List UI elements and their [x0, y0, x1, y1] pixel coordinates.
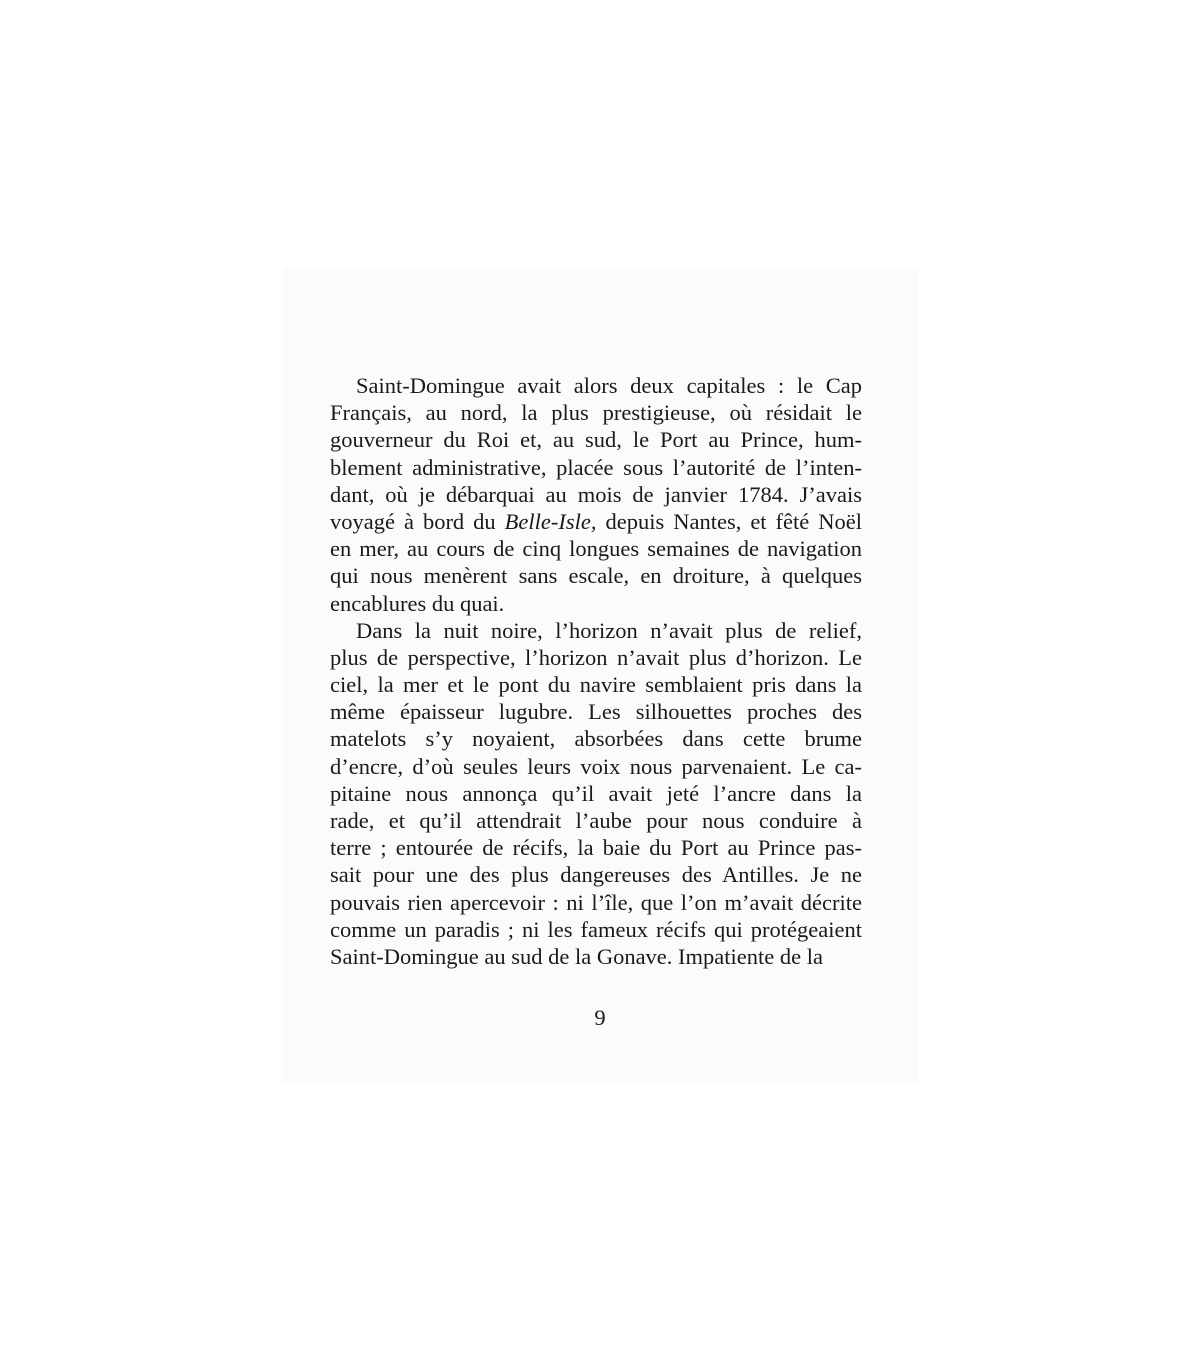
- text-line: [330, 508, 862, 535]
- line-text: voyagé à bord du: [330, 508, 505, 534]
- text-line: [330, 889, 862, 916]
- line-text: Français, au nord, la plus prestigieuse, où résidait le: [330, 400, 862, 426]
- italic-text: Belle-Isle,: [504, 508, 597, 534]
- text-line: [330, 481, 862, 508]
- text-line: [330, 535, 862, 562]
- text-line: [330, 780, 862, 807]
- line-text: encablures du quai.: [330, 590, 505, 616]
- line-text: qui nous menèrent sans escale, en droiture, à quelques: [330, 563, 862, 589]
- text-line: [330, 698, 862, 725]
- line-text: même épaisseur lugubre. Les silhouettes proches des: [330, 699, 862, 725]
- text-line: [330, 861, 862, 888]
- page-number: 9: [594, 1005, 606, 1030]
- text-line: [330, 671, 862, 698]
- text-line: [330, 644, 862, 671]
- paragraph-2: [330, 617, 862, 970]
- text-line: [330, 590, 862, 617]
- line-text: Dans la nuit noire, l’horizon n’avait plus de relief,: [356, 617, 862, 643]
- text-line: [330, 916, 862, 943]
- line-text: terre ; entourée de récifs, la baie du Port au Prince pas-: [330, 835, 862, 861]
- line-text: pitaine nous annonça qu’il avait jeté l’ancre dans la: [330, 780, 862, 806]
- line-text: depuis Nantes, et fêté Noël: [596, 508, 862, 534]
- paragraph-1: [330, 372, 862, 617]
- text-line: [330, 834, 862, 861]
- text-line: [330, 617, 862, 644]
- text-line: [330, 725, 862, 752]
- line-text: Saint-Domingue avait alors deux capitales : le Cap: [356, 373, 862, 398]
- line-text: rade, et qu’il attendrait l’aube pour nous conduire à: [330, 808, 862, 833]
- line-text: plus de perspective, l’horizon n’avait plus d’horizon. Le: [330, 644, 862, 670]
- text-line: [330, 807, 862, 834]
- line-text: blement administrative, placée sous l’autorité de l’inten-: [330, 454, 862, 480]
- line-text: dant, où je débarquai au mois de janvier 1784. J’avais: [330, 481, 862, 507]
- text-line: [330, 562, 862, 589]
- line-text: d’encre, d’où seules leurs voix nous parvenaient. Le ca-: [330, 753, 862, 779]
- line-text: sait pour une des plus dangereuses des Antilles. Je ne: [330, 862, 862, 888]
- line-text: en mer, au cours de cinq longues semaines de navigation: [330, 536, 862, 562]
- text-line: [330, 454, 862, 481]
- line-text: pouvais rien apercevoir : ni l’île, que l’on m’avait décrite: [330, 889, 862, 915]
- line-text: Saint-Domingue au sud de la Gonave. Impatiente de la: [330, 943, 823, 969]
- text-line: [330, 426, 862, 453]
- line-text: comme un paradis ; ni les fameux récifs qui protégeaient: [330, 916, 862, 942]
- line-text: matelots s’y noyaient, absorbées dans cette brume: [330, 726, 862, 752]
- line-text: gouverneur du Roi et, au sud, le Port au Prince, hum-: [330, 427, 862, 453]
- text-line: [330, 399, 862, 426]
- text-line: [330, 943, 862, 970]
- line-text: ciel, la mer et le pont du navire semblaient pris dans la: [330, 672, 862, 698]
- text-line: [330, 372, 862, 399]
- text-line: [330, 753, 862, 780]
- body-text: [330, 372, 862, 970]
